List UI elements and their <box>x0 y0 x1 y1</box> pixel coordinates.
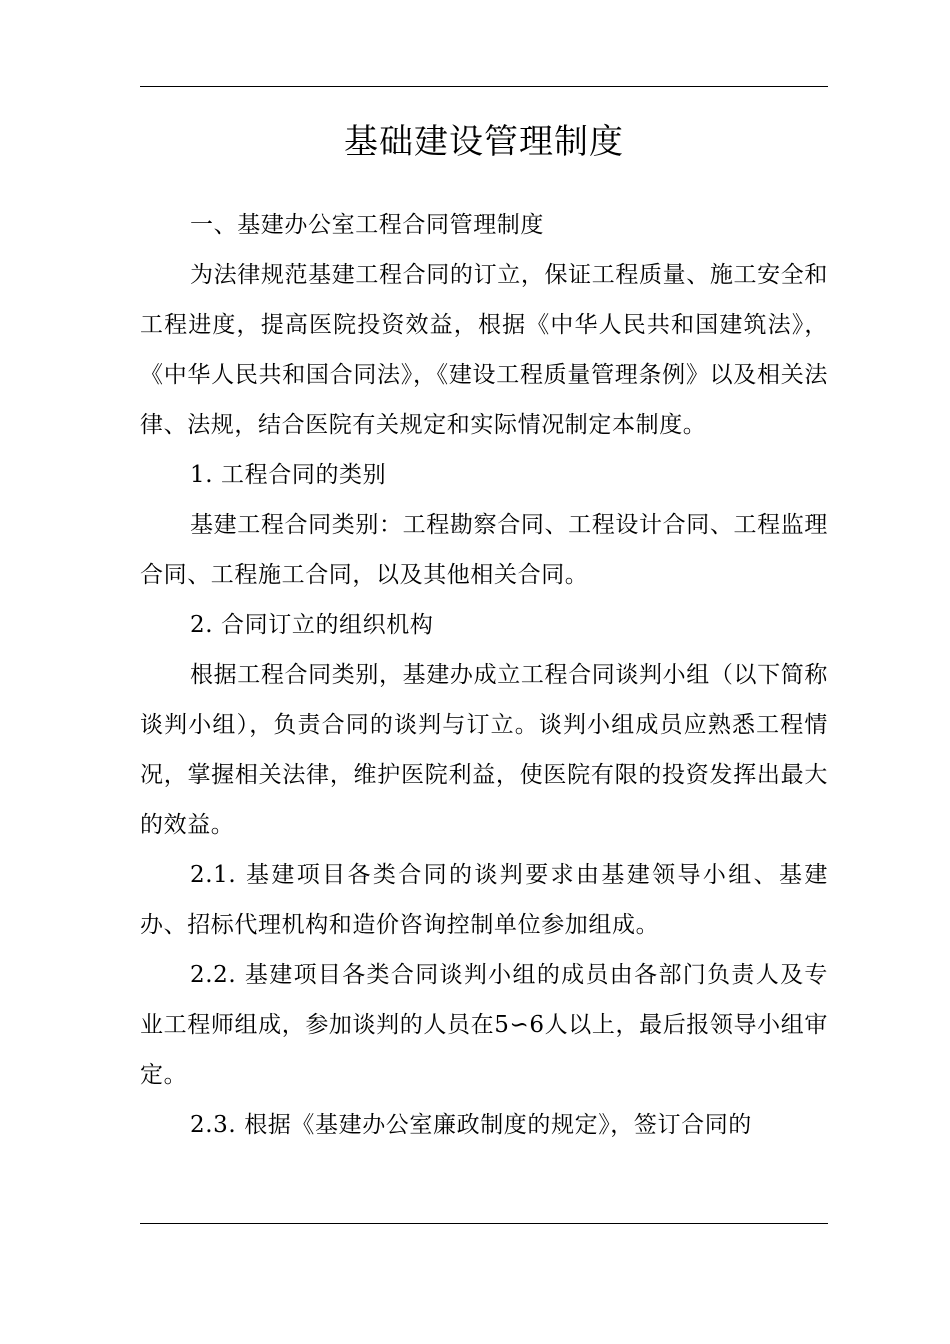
paragraph-contract-types: 基建工程合同类别：工程勘察合同、工程设计合同、工程监理合同、工程施工合同，以及其他相关合同。 <box>140 512 828 588</box>
subsection-heading-contract-types: 1. 工程合同的类别 <box>190 462 387 488</box>
document-body <box>140 200 828 1150</box>
paragraph-organization: 根据工程合同类别，基建办成立工程合同谈判小组（以下简称谈判小组），负责合同的谈判与订立。谈判小组成员应熟悉工程情况，掌握相关法律，维护医院利益，使医院有限的投资发挥出最大的效益。 <box>140 662 828 838</box>
subsection-heading-organization: 2. 合同订立的组织机构 <box>190 612 434 638</box>
footer-rule <box>140 1223 828 1224</box>
header-rule <box>140 86 828 87</box>
section-heading: 一、基建办公室工程合同管理制度 <box>190 212 544 238</box>
clause-2-1: 2.1. 基建项目各类合同的谈判要求由基建领导小组、基建办、招标代理机构和造价咨询控制单位参加组成。 <box>140 862 828 938</box>
document-page <box>140 110 828 1150</box>
paragraph-purpose: 为法律规范基建工程合同的订立，保证工程质量、施工安全和工程进度，提高医院投资效益，根据《中华人民共和国建筑法》，《中华人民共和国合同法》，《建设工程质量管理条例》以及相关法律、法规，结合医院有关规定和实际情况制定本制度。 <box>140 262 828 438</box>
document-title: 基础建设管理制度 <box>344 122 624 162</box>
clause-2-2: 2.2. 基建项目各类合同谈判小组的成员由各部门负责人及专业工程师组成，参加谈判的人员在5∽6人以上，最后报领导小组审定。 <box>140 962 828 1088</box>
clause-2-3: 2.3. 根据《基建办公室廉政制度的规定》，签订合同的 <box>190 1112 752 1138</box>
